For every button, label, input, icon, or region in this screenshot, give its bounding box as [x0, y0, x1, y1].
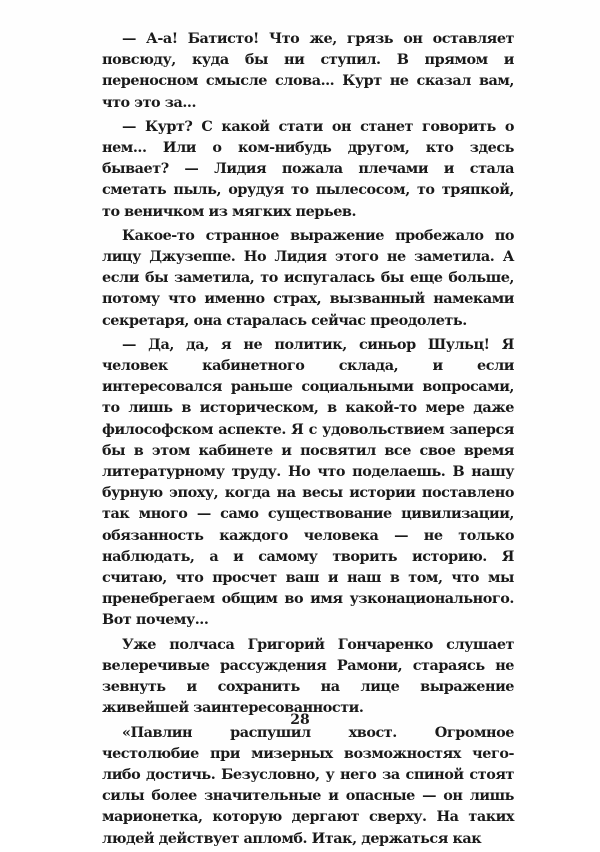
paragraph-6: «Павлин распушил хвост. Огромное честолюбие при мизерных возможностях чего-либо достичь. Безусловно, у него за спиной стоят силы более значительные и опасные — он лишь марионетка, которую дергают сверху. На таких людей действует апломб. Итак, держаться как — [102, 723, 514, 847]
paragraph-4: — Да, да, я не политик, синьор Шульц! Я человек кабинетного склада, и если интересовался раньше социальными вопросами, то лишь в историческом, в какой-то мере даже философском аспекте. Я с удовольствием заперся бы в этом кабинете и посвятил все свое время литературному труду. Но что поделаешь. В нашу бурную эпоху, когда на весы истории поставлено так много — само существование цивилизации, обязанность каждого человека — не только наблюдать, а и самому творить историю. Я считаю, что просчет ваш и наш в том, что мы пренебрегаем общим во имя узконационального. Вот почему... — [102, 335, 514, 629]
paragraph-2: — Курт? С какой стати он станет говорить о нем... Или о ком-нибудь другом, кто здесь бывает? — Лидия пожала плечами и стала сметать пыль, орудуя то пылесосом, то тряпкой, то веничком из мягких перьев. — [102, 117, 514, 220]
paragraph-5: Уже полчаса Григорий Гончаренко слушает велеречивые рассуждения Рамони, стараясь не зевнуть и сохранить на лице выражение живейшей заинтересованности. — [102, 635, 514, 717]
page-text-block — [102, 28, 514, 852]
paragraph-1: — А-а! Батисто! Что же, грязь он оставляет повсюду, куда бы ни ступил. В прямом и переносном смысле слова... Курт не сказал вам, что это за... — [102, 30, 514, 111]
paragraph-3: Какое-то странное выражение пробежало по лицу Джузеппе. Но Лидия этого не заметила. А если бы заметила, то испугалась бы еще больше, потому что именно страх, вызванный намеками секретаря, она старалась сейчас преодолеть. — [102, 226, 514, 329]
page-number: 28 — [290, 712, 310, 728]
